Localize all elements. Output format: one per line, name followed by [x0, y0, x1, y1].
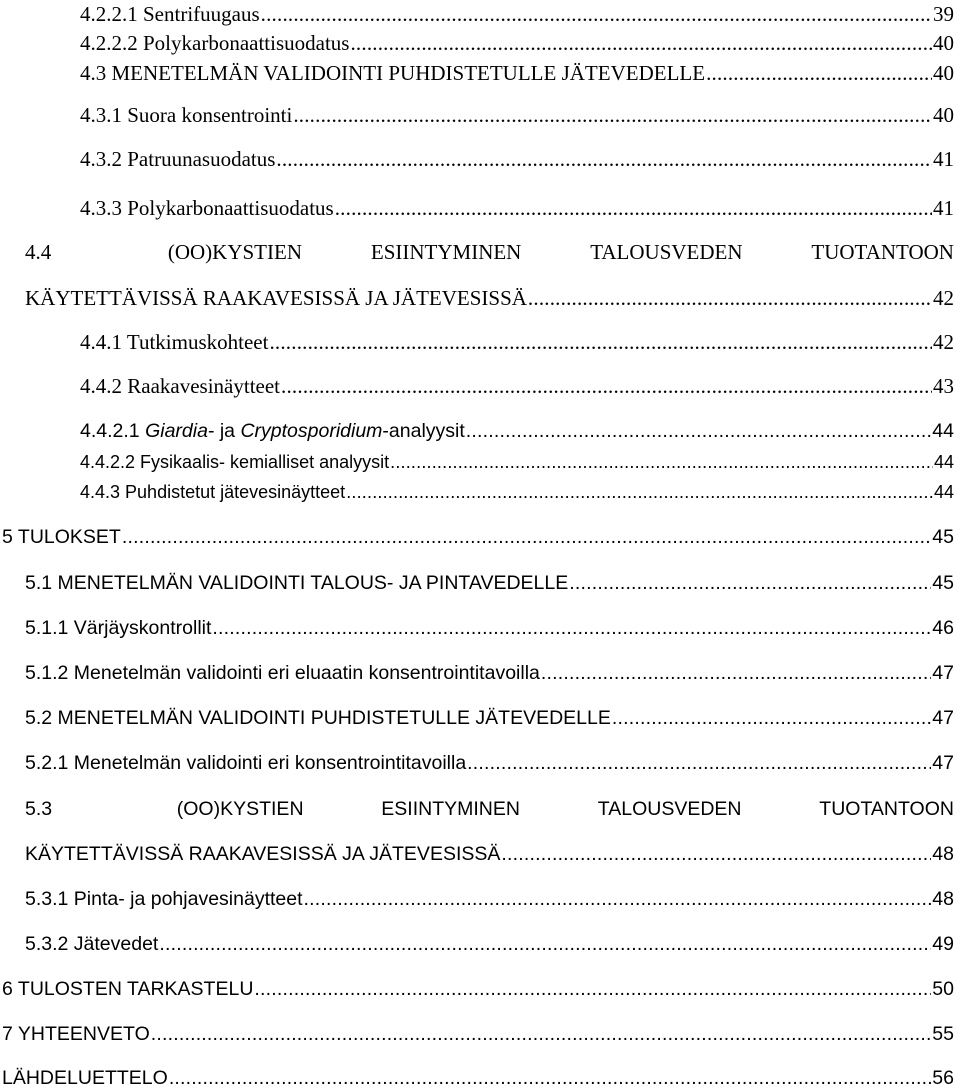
toc-section-number: 4.4	[25, 240, 52, 264]
organism-name-cryptosporidium: Cryptosporidium	[240, 420, 383, 442]
toc-entry-6[interactable]	[2, 977, 954, 1001]
leader-dots	[122, 525, 931, 549]
leader-dots	[612, 706, 931, 730]
leader-dots	[254, 977, 931, 1001]
toc-page-number: 40	[933, 103, 954, 127]
toc-heading-word: TUOTANTOON	[819, 798, 954, 820]
toc-entry-label: 5.1 MENETELMÄN VALIDOINTI TALOUS- JA PINTAVEDELLE	[25, 572, 569, 594]
toc-page-number: 42	[933, 330, 954, 354]
toc-entry-label: 4.3.2 Patruunasuodatus	[80, 147, 276, 171]
toc-entry-4-2-2-1[interactable]	[80, 2, 954, 26]
toc-page-number: 41	[933, 147, 954, 171]
toc-heading-word: ESIINTYMINEN	[381, 798, 520, 820]
leader-dots	[706, 61, 932, 85]
leader-dots	[169, 1066, 931, 1090]
toc-entry-4-4-first-line[interactable]	[25, 240, 954, 264]
toc-page-number: 56	[932, 1067, 954, 1089]
toc-entry-label: 5.3.2 Jätevedet	[25, 933, 159, 955]
toc-entry-label: 4.4.2 Raakavesinäytteet	[80, 374, 281, 398]
toc-entry-4-4-2-2[interactable]	[80, 450, 954, 474]
leader-dots	[269, 330, 932, 354]
leader-dots	[346, 480, 933, 504]
leader-dots	[390, 450, 933, 474]
leader-dots	[304, 887, 932, 911]
toc-entry-4-3-1[interactable]	[80, 103, 954, 127]
toc-entry-label: 4.4.2.2 Fysikaalis- kemialliset analyysit	[80, 452, 390, 472]
toc-entry-label: 5.2.1 Menetelmän validointi eri konsentrointitavoilla	[25, 752, 467, 774]
toc-heading-word: (OO)KYSTIEN	[176, 798, 304, 820]
toc-entry-label: 4.3.3 Polykarbonaattisuodatus	[80, 196, 334, 220]
toc-heading-word: ESIINTYMINEN	[370, 240, 522, 264]
leader-dots	[335, 196, 932, 220]
toc-entry-4-4-2-1[interactable]	[80, 419, 954, 443]
toc-heading-word: TALOUSVEDEN	[590, 240, 743, 264]
toc-page-number: 45	[932, 572, 954, 594]
toc-entry-5-3-2[interactable]	[25, 932, 954, 956]
toc-page-number: 49	[932, 933, 954, 955]
toc-page-number: 47	[932, 707, 954, 729]
toc-page-number: 42	[933, 286, 954, 310]
leader-dots	[293, 103, 932, 127]
toc-entry-label: 4.2.2.2 Polykarbonaattisuodatus	[80, 31, 350, 55]
leader-dots	[261, 2, 932, 26]
toc-entry-5-3-first-line[interactable]	[25, 797, 954, 821]
toc-entry-label: 5 TULOKSET	[2, 526, 121, 548]
toc-entry-label: 4.4.1 Tutkimuskohteet	[80, 330, 269, 354]
toc-entry-4-4-1[interactable]	[80, 330, 954, 354]
toc-label-fragment: - ja	[207, 420, 236, 442]
toc-page-number: 48	[932, 888, 954, 910]
leader-dots	[276, 147, 932, 171]
toc-entry-label	[80, 419, 465, 443]
leader-dots	[541, 661, 931, 685]
toc-page-number: 44	[933, 482, 954, 502]
leader-dots	[151, 1022, 932, 1046]
leader-dots	[212, 616, 931, 640]
toc-entry-4-4-second-line[interactable]	[25, 286, 954, 310]
toc-page-number: 44	[932, 420, 954, 442]
leader-dots	[466, 419, 932, 443]
toc-entry-5-3-second-line[interactable]	[25, 842, 954, 866]
toc-entry-label: 5.1.1 Värjäyskontrollit	[25, 617, 212, 639]
toc-entry-4-3-2[interactable]	[80, 147, 954, 171]
toc-entry-label: 4.3.1 Suora konsentrointi	[80, 103, 293, 127]
toc-page-number: 43	[933, 374, 954, 398]
toc-section-number: 4.4.2.1	[80, 420, 140, 442]
toc-entry-label: 4.3 MENETELMÄN VALIDOINTI PUHDISTETULLE JÄTEVEDELLE	[80, 61, 706, 85]
toc-heading-word: TUOTANTOON	[811, 240, 954, 264]
toc-page-number: 47	[932, 752, 954, 774]
toc-page-number: 44	[933, 452, 954, 472]
toc-entry-label: KÄYTETTÄVISSÄ RAAKAVESISSÄ JA JÄTEVESISSÄ	[25, 286, 527, 310]
toc-entry-4-3[interactable]	[80, 61, 954, 85]
toc-entry-label: 5.3.1 Pinta- ja pohjavesinäytteet	[25, 888, 303, 910]
leader-dots	[281, 374, 932, 398]
toc-entry-label: 7 YHTEENVETO	[2, 1023, 150, 1045]
toc-entry-label: 5.2 MENETELMÄN VALIDOINTI PUHDISTETULLE JÄTEVEDELLE	[25, 707, 611, 729]
toc-page-number: 40	[933, 61, 954, 85]
leader-dots	[159, 932, 931, 956]
toc-entry-4-3-3[interactable]	[80, 196, 954, 220]
toc-entry-references[interactable]	[2, 1066, 954, 1090]
organism-name-giardia: Giardia	[145, 420, 208, 442]
toc-entry-4-4-3[interactable]	[80, 480, 954, 504]
leader-dots	[569, 571, 931, 595]
toc-entry-label: LÄHDELUETTELO	[2, 1067, 168, 1089]
toc-entry-7[interactable]	[2, 1022, 954, 1046]
toc-entry-4-4-2[interactable]	[80, 374, 954, 398]
toc-page-number: 39	[933, 2, 954, 26]
toc-heading-word: TALOUSVEDEN	[597, 798, 742, 820]
toc-entry-label: 5.1.2 Menetelmän validointi eri eluaatin konsentrointitavoilla	[25, 662, 540, 684]
toc-entry-label: 4.2.2.1 Sentrifuugaus	[80, 2, 260, 26]
leader-dots	[467, 751, 931, 775]
leader-dots	[350, 31, 932, 55]
toc-entry-5-1-2[interactable]	[25, 661, 954, 685]
toc-label-fragment: -analyysit	[382, 420, 465, 442]
toc-entry-5[interactable]	[2, 525, 954, 549]
toc-entry-5-3-1[interactable]	[25, 887, 954, 911]
toc-page-number: 40	[933, 31, 954, 55]
leader-dots	[501, 842, 931, 866]
toc-entry-5-1-1[interactable]	[25, 616, 954, 640]
toc-page-number: 55	[932, 1023, 954, 1045]
toc-entry-label: 4.4.3 Puhdistetut jätevesinäytteet	[80, 482, 346, 502]
toc-page-number: 47	[932, 662, 954, 684]
toc-section-number: 5.3	[25, 798, 53, 820]
toc-entry-5-2-1[interactable]	[25, 751, 954, 775]
toc-entry-label: KÄYTETTÄVISSÄ RAAKAVESISSÄ JA JÄTEVESISSÄ	[25, 843, 501, 865]
toc-entry-4-2-2-2[interactable]	[80, 31, 954, 55]
toc-page-number: 50	[932, 978, 954, 1000]
toc-page-number: 48	[932, 843, 954, 865]
toc-heading-word: (OO)KYSTIEN	[167, 240, 303, 264]
toc-page-number: 46	[932, 617, 954, 639]
toc-entry-5-1[interactable]	[25, 571, 954, 595]
toc-page-number: 41	[933, 196, 954, 220]
toc-entry-label: 6 TULOSTEN TARKASTELU	[2, 978, 254, 1000]
leader-dots	[528, 286, 932, 310]
toc-page-number: 45	[932, 526, 954, 548]
toc-entry-5-2[interactable]	[25, 706, 954, 730]
